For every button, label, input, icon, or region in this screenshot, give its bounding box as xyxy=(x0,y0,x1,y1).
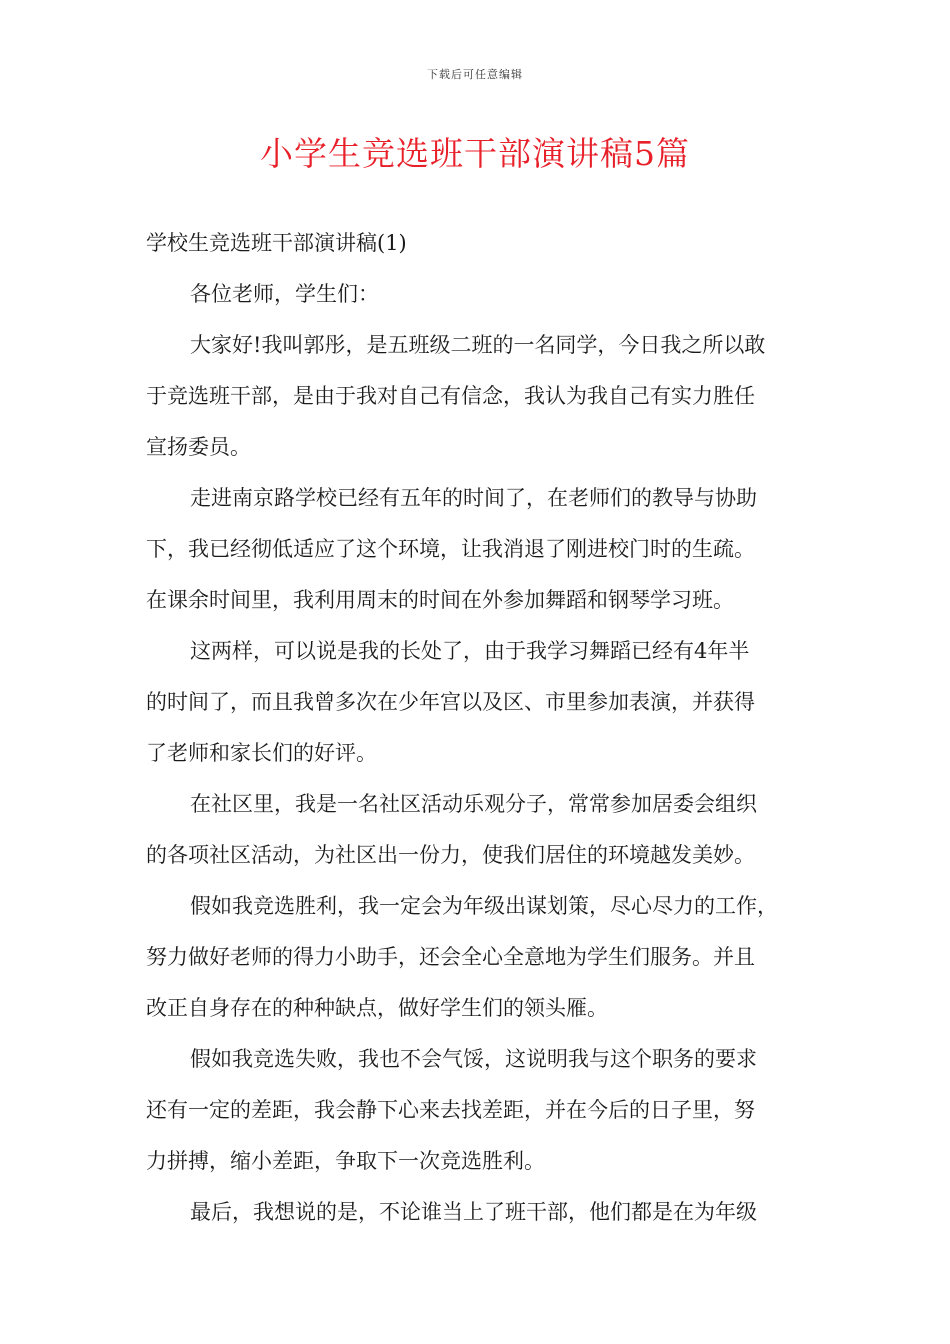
paragraph-line: 的时间了，而且我曾多次在少年宫以及区、市里参加表演，并获得 xyxy=(146,690,755,714)
section-heading: 学校生竞选班干部演讲稿(1) xyxy=(146,231,407,255)
paragraph-line: 走进南京路学校已经有五年的时间了，在老师们的教导与协助 xyxy=(190,486,757,510)
paragraph-line: 大家好!我叫郭彤，是五班级二班的一名同学，今日我之所以敢 xyxy=(190,333,766,357)
paragraph-line: 宣扬委员。 xyxy=(146,435,251,459)
salutation-line: 各位老师，学生们： xyxy=(190,282,379,306)
paragraph-line: 了老师和家长们的好评。 xyxy=(146,741,377,765)
paragraph-line: 于竞选班干部，是由于我对自己有信念，我认为我自己有实力胜任 xyxy=(146,384,755,408)
paragraph-line: 下，我已经彻低适应了这个环境，让我消退了刚进校门时的生疏。 xyxy=(146,537,755,561)
paragraph-line: 的各项社区活动，为社区出一份力，使我们居住的环境越发美妙。 xyxy=(146,843,755,867)
header-note: 下载后可任意编辑 xyxy=(427,68,523,81)
paragraph-line: 还有一定的差距，我会静下心来去找差距，并在今后的日子里，努 xyxy=(146,1098,755,1122)
paragraph-line: 最后，我想说的是，不论谁当上了班干部，他们都是在为年级 xyxy=(190,1200,757,1224)
paragraph-line: 改正自身存在的种种缺点，做好学生们的领头雁。 xyxy=(146,996,608,1020)
paragraph-line: 假如我竞选胜利，我一定会为年级出谋划策，尽心尽力的工作， xyxy=(190,894,778,918)
document-body xyxy=(146,222,808,1242)
paragraph-line: 努力做好老师的得力小助手，还会全心全意地为学生们服务。并且 xyxy=(146,945,755,969)
paragraph-line: 在课余时间里，我利用周末的时间在外参加舞蹈和钢琴学习班。 xyxy=(146,588,734,612)
paragraph-line: 这两样，可以说是我的长处了，由于我学习舞蹈已经有4年半 xyxy=(190,639,750,663)
paragraph-line: 假如我竞选失败，我也不会气馁，这说明我与这个职务的要求 xyxy=(190,1047,757,1071)
paragraph-line: 在社区里，我是一名社区活动乐观分子，常常参加居委会组织 xyxy=(190,792,757,816)
paragraph-line: 力拼搏，缩小差距，争取下一次竞选胜利。 xyxy=(146,1149,545,1173)
document-title: 小学生竞选班干部演讲稿5篇 xyxy=(260,134,690,173)
